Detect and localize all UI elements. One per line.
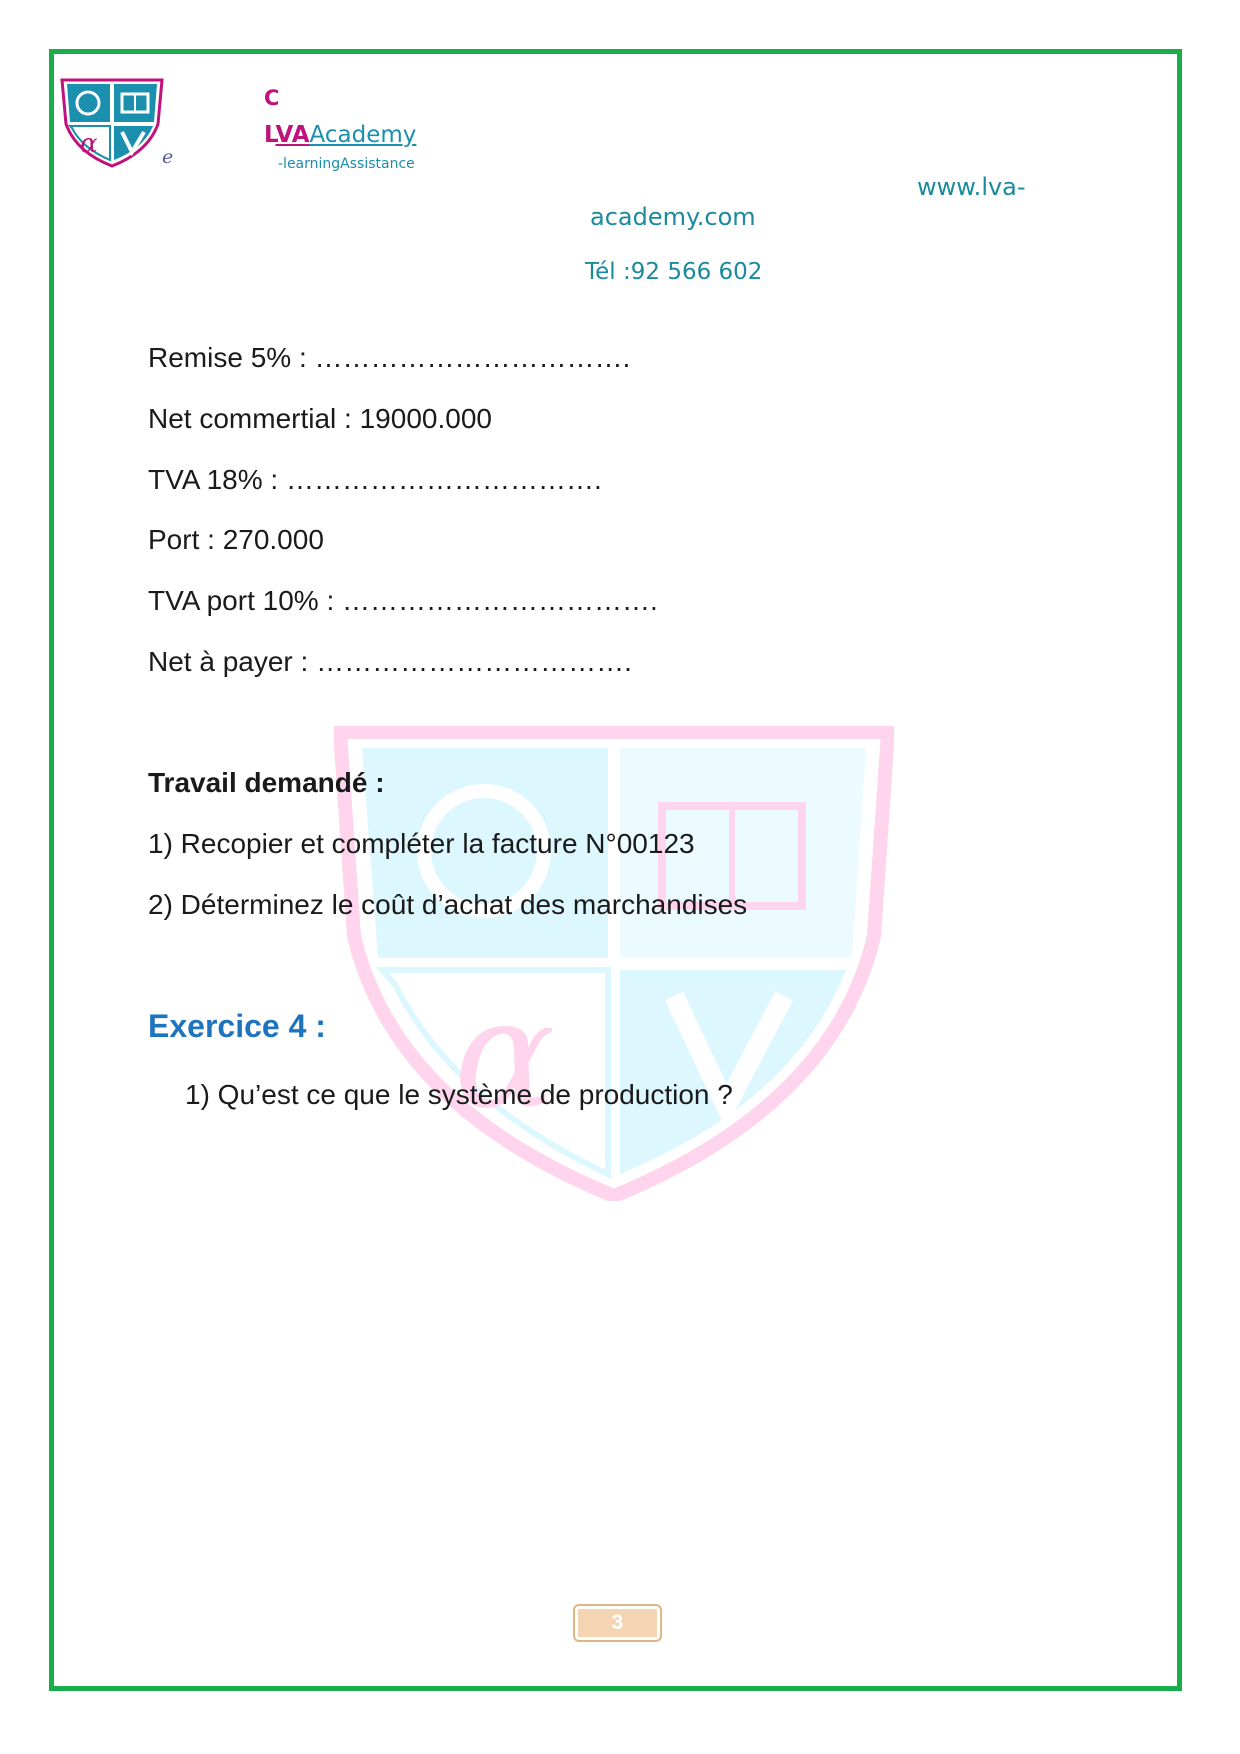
brand-letter-c: C — [264, 86, 280, 110]
exercise-4-heading: Exercice 4 : — [148, 1008, 326, 1044]
invoice-line-net-commercial: Net commertial : 19000.000 — [148, 403, 492, 434]
invoice-line-net-a-payer: Net à payer : ……………………………. — [148, 646, 632, 677]
invoice-line-port: Port : 270.000 — [148, 524, 324, 555]
phone-number: Tél :92 566 602 — [585, 259, 763, 285]
lva-shield-logo-icon — [58, 76, 166, 168]
invoice-line-remise: Remise 5% : ……………………………. — [148, 342, 631, 373]
task-item-1: 1) Recopier et compléter la facture N°00123 — [148, 828, 695, 859]
invoice-line-tva: TVA 18% : ……………………………. — [148, 464, 602, 495]
brand-l: L — [264, 122, 276, 148]
brand-academy: Academy — [309, 122, 417, 148]
brand-va: VA — [275, 122, 310, 148]
watermark-shield-icon — [334, 726, 894, 1201]
svg-text:α: α — [454, 968, 556, 1142]
logo-e-mark: e — [162, 146, 174, 168]
invoice-line-tva-port: TVA port 10% : ……………………………. — [148, 585, 658, 616]
website-line-1: www.lva- — [917, 173, 1026, 201]
exercise-4-question-1: 1) Qu’est ce que le système de production ? — [185, 1079, 733, 1110]
website-line-2: academy.com — [590, 203, 756, 231]
brand-tagline: -learningAssistance — [278, 156, 415, 172]
task-item-2: 2) Déterminez le coût d’achat des marchandises — [148, 889, 748, 920]
task-heading: Travail demandé : — [148, 767, 385, 798]
page-number: 3 — [573, 1604, 662, 1642]
brand-name — [264, 122, 416, 148]
svg-text:α: α — [80, 129, 98, 159]
